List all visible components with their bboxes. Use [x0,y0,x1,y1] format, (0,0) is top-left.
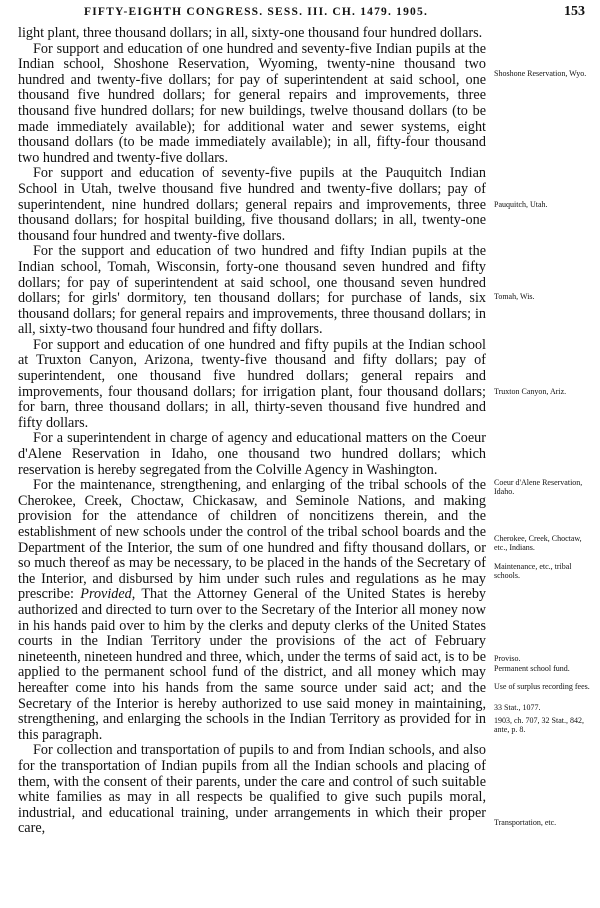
margin-note-surplus-fees: Use of surplus recording fees. [494,682,590,691]
margin-note-maintenance: Maintenance, etc., tribal schools. [494,562,572,580]
margin-note-stat-ref-1: 33 Stat., 1077. [494,703,541,712]
paragraph-transportation: For collection and transportation of pupils to and from Indian schools, and also for the transportation of Indian pupils from all the Indian schools and placing of them, with the consent of their parents, under the care and control of such suitable white families as may in all respects be qualified to give such pupils moral, industrial, and educational training, under arrangements in which their proper care, [18,742,486,837]
margin-note-shoshone: Shoshone Reservation, Wyo. [494,69,587,78]
margin-note-cherokee: Cherokee, Creek, Choctaw, etc., Indians. [494,534,582,552]
paragraph-coeur-dalene: For a superintendent in charge of agency and educational matters on the Coeur d'Alene Reservation in Idaho, one thousand two hundred dollars; which reservation is hereby segregated from the Colville Agency in Washington. [18,430,486,478]
main-text-column [18,26,486,837]
margin-note-coeur-dalene: Coeur d'Alene Reservation, Idaho. [494,478,583,496]
margin-note-tomah: Tomah, Wis. [494,292,535,301]
page-number: 153 [564,4,585,19]
paragraph-shoshone: For support and education of one hundred and seventy-five Indian pupils at the Indian school, Shoshone Reservation, Wyoming, twenty-nine thousand two hundred and twenty-five dollars; for pay of superintendent at said school, one thousand five hundred dollars; for general repairs and improvements, three thousand five hundred dollars; for new buildings, twelve thousand dollars (to be made immediately available); for additional water and sewer systems, eight thousand dollars (to be made immediately available); in all, fifty-four thousand two hundred and twenty-five dollars. [18,40,486,166]
paragraph-tomah: For the support and education of two hundred and fifty Indian pupils at the Indian school, Tomah, Wisconsin, forty-one thousand seven hundred and fifty dollars; for pay of superintendent at said school, one thousand seven hundred dollars; for girls' dormitory, ten thousand dollars; for purchase of lands, six thousand dollars; for general repairs and improvements, three thousand dollars; in all, sixty-two thousand four hundred and fifty dollars. [18,243,486,338]
margin-note-stat-ref-2: 1903, ch. 707, 32 Stat., 842, ante, p. 8. [494,716,584,734]
margin-note-permanent-fund: Permanent school fund. [494,664,570,673]
proviso-text: , That the Attorney General of the United States is hereby authorized and directed to turn over to the Secretary of the Interior all money now in his hands paid over to him by the clerks and deputy clerks of the United States courts in the Indian Territory under the provisions of the act of February nineteenth, nineteen hundred and three, which, under the terms of said act, is to be applied to the permanent school fund of the district, and all money which may hereafter come into his hands from the same source under said act; and the Secretary of the Interior is hereby authorized to use said money in maintaining, strengthening, and enlarging the schools in the Indian Territory as provided for in this paragraph. [18,586,487,743]
running-header [0,6,600,24]
paragraph-tribal-schools [18,478,486,743]
paragraph-pauquitch: For support and education of seventy-five pupils at the Pauquitch Indian School in Utah, twelve thousand five hundred and twenty-five dollars; pay of superintendent, nine hundred dollars; general repairs and improvements, three thousand dollars; for hospital building, five thousand dollars; in all, twenty-one thousand four hundred and twenty-five dollars. [18,165,486,244]
margin-note-truxton: Truxton Canyon, Ariz. [494,387,567,396]
paragraph-continued: light plant, three thousand dollars; in all, sixty-one thousand four hundred dollars. [18,25,483,41]
margin-note-proviso: Proviso. [494,654,521,663]
paragraph-truxton: For support and education of one hundred and fifty pupils at the Indian school at Truxton Canyon, Arizona, twenty-five thousand and fifty dollars; pay of superintendent, one thousand five hundred dollars; general repairs and improvements, four thousand dollars; for irrigation plant, four thousand dollars; for barn, three thousand dollars; in all, thirty-seven thousand five hundred and fifty dollars. [18,336,486,431]
margin-note-pauquitch: Pauquitch, Utah. [494,200,548,209]
margin-note-transportation: Transportation, etc. [494,818,557,827]
running-title: FIFTY-EIGHTH CONGRESS. SESS. III. CH. 1479. 1905. [84,6,429,18]
proviso-word: Provided [80,586,132,603]
tribal-schools-text: For the maintenance, strengthening, and enlarging of the tribal schools of the Cherokee, Creek, Choctaw, Chickasaw, and Seminole Nations, and making provision for the attendance of children of noncitizens therein, and the establishment of new schools under the control of the tribal school boards and the Department of the Interior, the sum of one hundred and fifty thousand dollars, or so much thereof as may be necessary, to be placed in the hands of the Secretary of the Interior, and disbursed by him under such rules and regulations as he may prescribe: [18,477,486,603]
